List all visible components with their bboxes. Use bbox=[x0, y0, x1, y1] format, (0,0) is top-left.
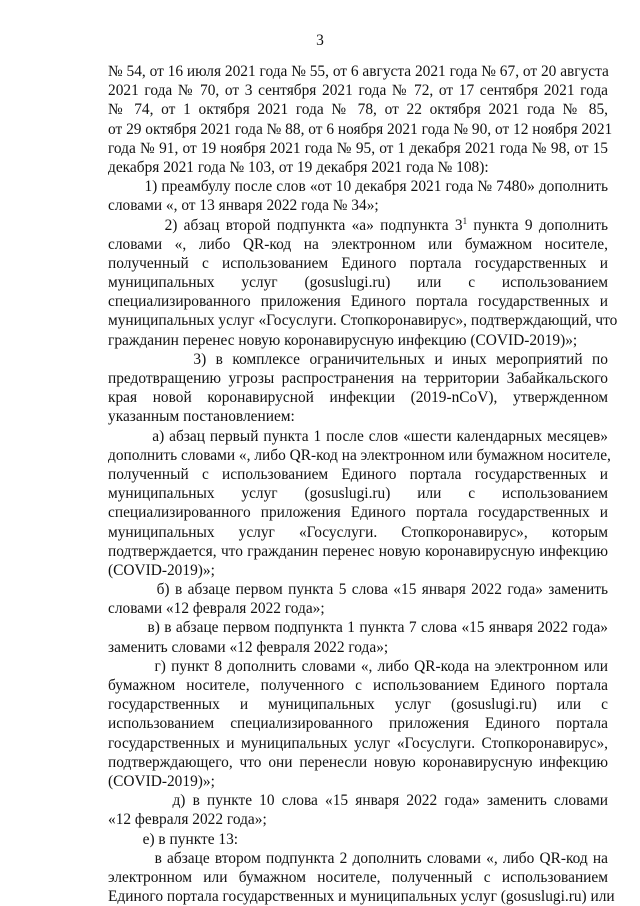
text-line: словами «12 февраля 2022 года»; bbox=[108, 600, 325, 618]
document-body bbox=[108, 62, 618, 906]
text-line: (COVID-2019)»; bbox=[108, 561, 215, 579]
text-line: декабря 2021 года № 103, от 19 декабря 2021 года № 108): bbox=[108, 158, 489, 176]
text-line: 1) преамбулу после слов «от 10 декабря 2021 года № 7480» дополнить bbox=[108, 178, 608, 196]
text-line: д) в пункте 10 слова «15 января 2022 года» заменить словами bbox=[108, 792, 608, 810]
text-line: Единого портала государственных и муниципальных услуг (gosuslugi.ru) или bbox=[108, 888, 615, 906]
text-line: указанным постановлением: bbox=[108, 408, 295, 426]
text-line: словами «, либо QR-код на электронном или бумажном носителе, bbox=[108, 235, 608, 253]
text-line: 2) абзац второй подпункта «а» подпункта $3^1$ пункта 9 дополнить bbox=[108, 215, 608, 234]
text-line: заменить словами «12 февраля 2022 года»; bbox=[108, 638, 389, 656]
text-line: № 54, от 16 июля 2021 года № 55, от 6 августа 2021 года № 67, от 20 августа bbox=[108, 63, 609, 80]
text-line: края новой коронавирусной инфекции (2019-nCoV), утвержденном bbox=[108, 389, 608, 407]
text-line: словами «, от 13 января 2022 года № 34»; bbox=[108, 197, 379, 215]
text-line: подтверждается, что гражданин перенес новую коронавирусную инфекцию bbox=[108, 542, 608, 560]
text-line: «12 февраля 2022 года»; bbox=[108, 811, 267, 829]
text-line: 2021 года № 70, от 3 сентября 2021 года № 72, от 17 сентября 2021 года bbox=[108, 82, 608, 100]
text-line: б) в абзаце первом пункта 5 слова «15 января 2022 года» заменить bbox=[108, 581, 608, 599]
text-line: подтверждающего, что они перенесли новую коронавирусную инфекцию bbox=[108, 753, 608, 771]
text-line: года № 91, от 19 ноября 2021 года № 95, от 1 декабря 2021 года № 98, от 15 bbox=[108, 139, 608, 157]
text-line: специализированного приложения Единого портала государственных и bbox=[108, 293, 608, 311]
text-line: 3) в комплексе ограничительных и иных мероприятий по bbox=[108, 350, 608, 368]
text-line: (COVID-2019)»; bbox=[108, 772, 215, 790]
text-line: полученный с использованием Единого портала государственных и bbox=[108, 254, 608, 272]
text-line: муниципальных услуг «Госуслуги. Стопкоронавирус», подтверждающий, что bbox=[108, 312, 618, 330]
text-line: от 29 октября 2021 года № 88, от 6 ноября 2021 года № 90, от 12 ноября 2021 bbox=[108, 120, 613, 138]
text-line: гражданин перенес новую коронавирусную инфекцию (COVID-2019)»; bbox=[108, 331, 578, 349]
text-line: предотвращению угрозы распространения на территории Забайкальского bbox=[108, 370, 608, 387]
page-number: 3 bbox=[316, 32, 324, 49]
text-line: государственных и муниципальных услуг (gosuslugi.ru) или с bbox=[108, 696, 608, 714]
text-line: г) пункт 8 дополнить словами «, либо QR-кода на электронном или bbox=[108, 657, 608, 675]
text-line: муниципальных услуг «Госуслуги. Стопкоронавирус», которым bbox=[108, 523, 608, 541]
text-line: в) в абзаце первом подпункта 1 пункта 7 слова «15 января 2022 года» bbox=[108, 619, 608, 637]
text-line: в абзаце втором подпункта 2 дополнить словами «, либо QR-код на bbox=[108, 849, 608, 867]
text-line: полученный с использованием Единого портала государственных и bbox=[108, 465, 608, 483]
text-line: специализированного приложения Единого портала государственных и bbox=[108, 504, 608, 522]
text-line: дополнить словами «, либо QR-код на электронном или бумажном носителе, bbox=[108, 446, 611, 464]
text-line: муниципальных услуг (gosuslugi.ru) или с использованием bbox=[108, 485, 608, 503]
text-line: № 74, от 1 октября 2021 года № 78, от 22 октября 2021 года № 85, bbox=[108, 101, 608, 119]
text-line: электронном или бумажном носителе, полученный с использованием bbox=[108, 868, 608, 886]
text-line: бумажном носителе, полученного с использованием Единого портала bbox=[108, 677, 608, 694]
text-line: государственных и муниципальных услуг «Госуслуги. Стопкоронавирус», bbox=[108, 734, 608, 752]
text-line: а) абзац первый пункта 1 после слов «шести календарных месяцев» bbox=[108, 427, 608, 445]
text-line: муниципальных услуг (gosuslugi.ru) или с использованием bbox=[108, 274, 608, 292]
text-line: е) в пункте 13: bbox=[108, 830, 239, 848]
text-line: использованием специализированного приложения Единого портала bbox=[108, 715, 608, 733]
